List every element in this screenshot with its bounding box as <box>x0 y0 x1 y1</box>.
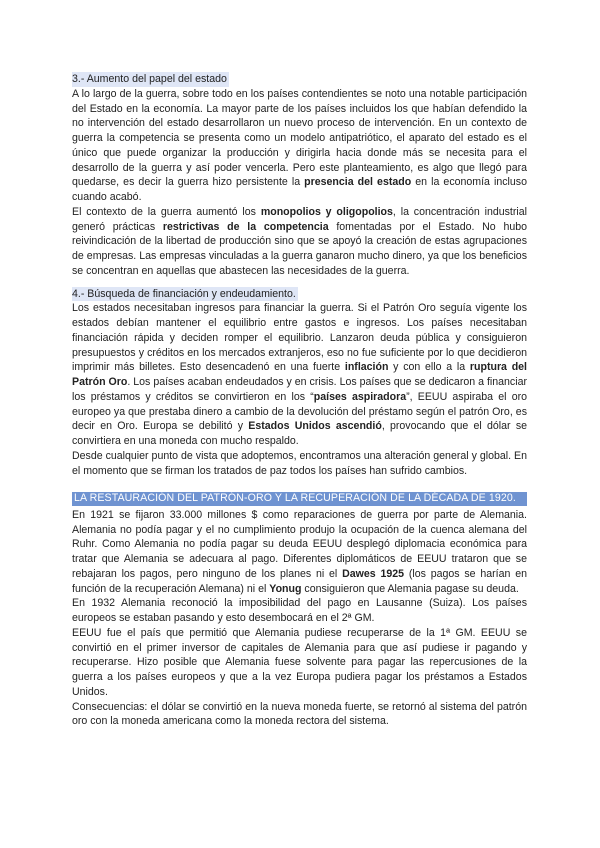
paragraph: A lo largo de la guerra, sobre todo en los países contendientes se noto una notable participación del Estado en la economía. La mayor parte de los países incluidos los que habían defendido la no intervención del estado desarrollaron un nuevo proceso de intervención. En un contexto de guerra la competencia se presenta como un modelo antipatriótico, el aparato del estado es el único que puede organizar la producción y dirigirla hacia donde más se necesita para el desarrollo de la guerra y así poder vencerla. Pero este planteamiento, es algo que llegó para quedarse, es decir la guerra hizo persistente la presencia del estado en la economía incluso cuando acabó. <box>72 87 527 203</box>
bold-term: Yonug <box>269 582 302 595</box>
paragraph: EEUU fue el país que permitió que Alemania pudiese recuperarse de la 1ª GM. EEUU se convirtió en el primer inversor de capitales de Alemania para que así pudiese ir pagando y recuperarse. Hizo posible que Alemania fuese solvente para pagar las repercusiones de la guerra a los países europeos y que a la vez Europa pudiera pagar los préstamos a Estados Unidos. <box>72 626 527 698</box>
bold-term: países aspiradora <box>313 390 407 403</box>
paragraph: En 1921 se fijaron 33.000 millones $ como reparaciones de guerra por parte de Alemania. Alemania no podía pagar y el no cumplimiento produjo la ocupación de la cuenca alemana del Ruhr. Como Alemania no podía pagar su deuda EEUU desplegó diplomacia económica para tratar que Alemania se adecuara al pago. Diferentes diplomáticos de EEUU trataron que se rebajaran los pagos, pero ninguno de los planes ni el Dawes 1925 (los pagos se harían en función de la recuperación Alemana) ni el Yonug consiguieron que Alemania pagase su deuda. <box>72 508 527 595</box>
paragraph: Desde cualquier punto de vista que adoptemos, encontramos una alteración general y global. En el momento que se firman los tratados de paz todos los países han sufrido cambios. <box>72 449 527 477</box>
document-body <box>72 72 527 729</box>
bold-term: restrictivas de la competencia <box>162 220 329 233</box>
bold-term: ruptura del Patrón Oro <box>72 361 527 388</box>
section-4-financiacion <box>72 287 527 479</box>
section-restauracion-patron-oro <box>72 492 527 729</box>
section-heading: 3.- Aumento del papel del estado <box>72 73 227 85</box>
bold-term: inflación <box>344 361 389 374</box>
bold-term: Estados Unidos ascendió <box>248 420 382 433</box>
section-heading: 4.- Búsqueda de financiación y endeudamiento. <box>72 287 296 300</box>
paragraph: En 1932 Alemania reconoció la imposibilidad del pago en Lausanne (Suiza). Los países europeos se estaban pasando y esto desembocará en el 2ª GM. <box>72 597 527 625</box>
section-banner-heading: LA RESTAURACIÓN DEL PATRÓN-ORO Y LA RECUPERACIÓN DE LA DÉCADA DE 1920. <box>72 492 527 506</box>
paragraph: Los estados necesitaban ingresos para financiar la guerra. Si el Patrón Oro seguía vigente los estados debían mantener el equilibrio entre gastos e ingresos. Los países necesitaban financiación rápida y deciden romper el equilibrio. Lanzaron deuda pública y consiguieron presupuestos y créditos en los mercados extranjeros, eso no fue suficiente por lo que decidieron imprimir más billetes. Esto desencadenó en una fuerte inflación y con ello a la ruptura del Patrón Oro. Los países acaban endeudados y en crisis. Los países que se dedicaron a financiar los préstamos y créditos se convirtieron en los “países aspiradora”, EEUU aspiraba el oro europeo ya que prestaba dinero a cambio de la devolución del préstamo según el patrón Oro, es decir en Oro. Europa se debilitó y Estados Unidos ascendió, provocando que el dólar se convirtiera en una moneda con mucho respaldo. <box>72 302 528 447</box>
bold-term: presencia del estado <box>304 176 412 189</box>
section-3-papel-estado <box>72 72 527 279</box>
bold-term: monopolios y oligopolios <box>260 205 393 218</box>
paragraph: Consecuencias: el dólar se convirtió en la nueva moneda fuerte, se retornó al sistema del patrón oro con la moneda americana como la moneda rectora del sistema. <box>72 700 527 728</box>
paragraph: El contexto de la guerra aumentó los monopolios y oligopolios, la concentración industrial generó prácticas restrictivas de la competencia fomentadas por el Estado. No hubo reivindicación de la libertad de producción sino que se apoyó la creación de estas agrupaciones de empresas. Las empresas vinculadas a la guerra ganaron mucho dinero, ya que los beneficios se concentran en aquellas que abastecen las necesidades de la guerra. <box>72 205 528 277</box>
bold-term: Dawes 1925 <box>342 567 405 580</box>
